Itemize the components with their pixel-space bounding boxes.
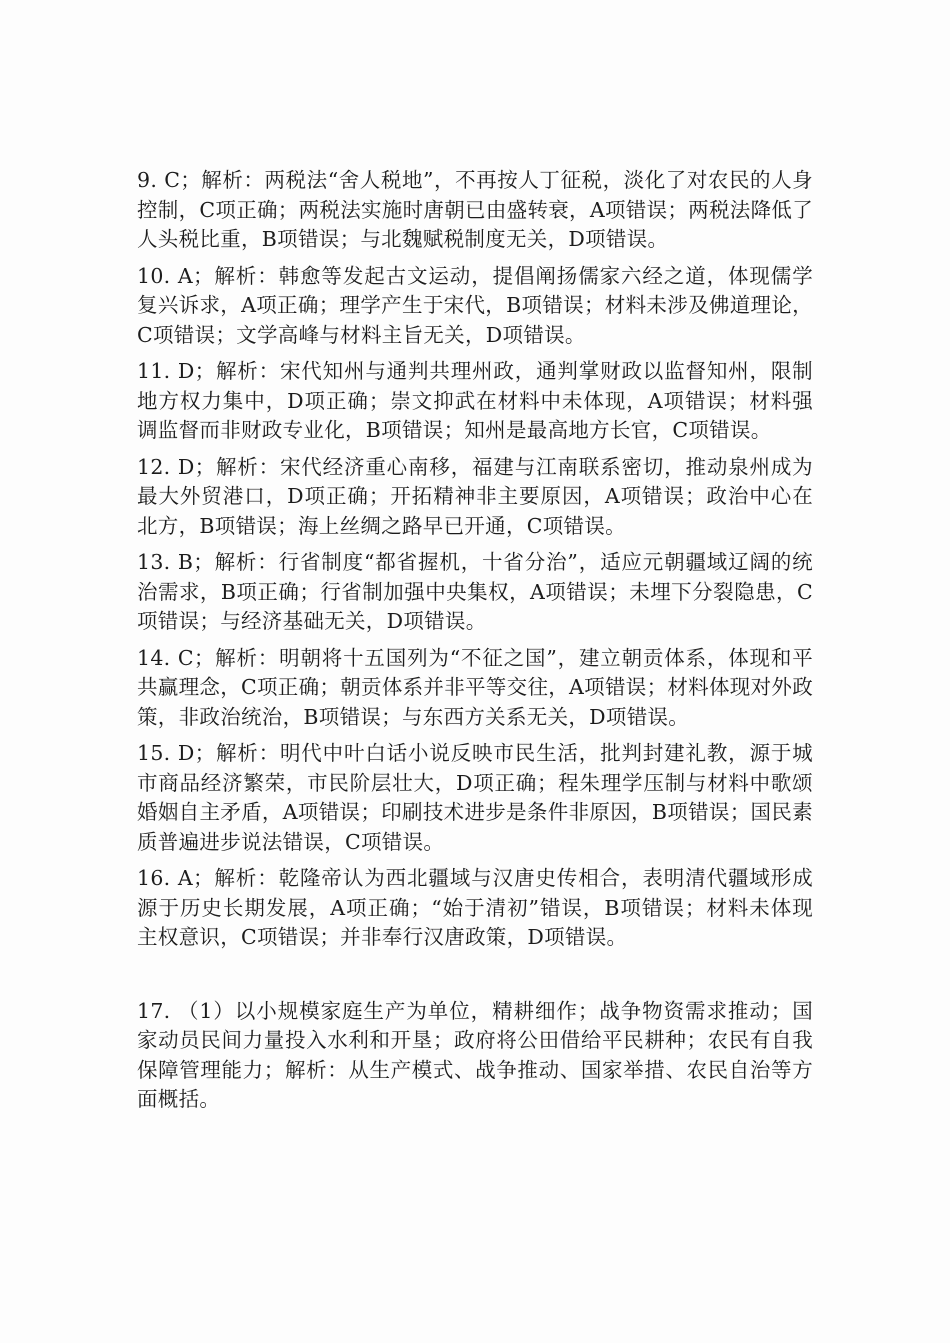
answer-15: 15. D；解析：明代中叶白话小说反映市民生活，批判封建礼教，源于城市商品经济繁荣，市民阶层壮大，D项正确；程朱理学压制与材料中歌颂婚姻自主矛盾，A项错误；印刷技术进步是条件非原因，B项错误；国民素质普遍进步说法错误，C项错误。 bbox=[137, 741, 813, 854]
answer-17: 17. （1）以小规模家庭生产为单位，精耕细作；战争物资需求推动；国家动员民间力量投入水利和开垦；政府将公田借给平民耕种；农民有自我保障管理能力；解析：从生产模式、战争推动、国家举措、农民自治等方面概括。 bbox=[137, 998, 813, 1111]
answer-11: 11. D；解析：宋代知州与通判共理州政，通判掌财政以监督知州，限制地方权力集中，D项正确；崇文抑武在材料中未体现，A项错误；材料强调监督而非财政专业化，B项错误；知州是最高地方长官，C项错误。 bbox=[137, 359, 813, 442]
answer-10: 10. A；解析：韩愈等发起古文运动，提倡阐扬儒家六经之道，体现儒学复兴诉求，A项正确；理学产生于宋代，B项错误；材料未涉及佛道理论，C项错误；文学高峰与材料主旨无关，D项错误。 bbox=[137, 263, 813, 347]
answer-12: 12. D；解析：宋代经济重心南移，福建与江南联系密切，推动泉州成为最大外贸港口，D项正确；开拓精神非主要原因，A项错误；政治中心在北方，B项错误；海上丝绸之路早已开通，C项错误。 bbox=[137, 454, 813, 538]
answer-14: 14. C；解析：明朝将十五国列为“不征之国”，建立朝贡体系，体现和平共赢理念，C项正确；朝贡体系并非平等交往，A项错误；材料体现对外政策，非政治统治，B项错误；与东西方关系无关，D项错误。 bbox=[137, 645, 813, 729]
answer-key-content bbox=[137, 166, 813, 1122]
answer-9: 9. C；解析：两税法“舍人税地”，不再按人丁征税，淡化了对农民的人身控制，C项正确；两税法实施时唐朝已由盛转衰，A项错误；两税法降低了人头税比重，B项错误；与北魏赋税制度无关，D项错误。 bbox=[137, 168, 813, 251]
answer-16: 16. A；解析：乾隆帝认为西北疆域与汉唐史传相合，表明清代疆域形成源于历史长期发展，A项正确；“始于清初”错误，B项错误；材料未体现主权意识，C项错误；并非奉行汉唐政策，D项错误。 bbox=[137, 866, 813, 949]
answer-13: 13. B；解析：行省制度“都省握机，十省分治”，适应元朝疆域辽阔的统治需求，B项正确；行省制加强中央集权，A项错误；未埋下分裂隐患，C项错误；与经济基础无关，D项错误。 bbox=[137, 550, 813, 633]
